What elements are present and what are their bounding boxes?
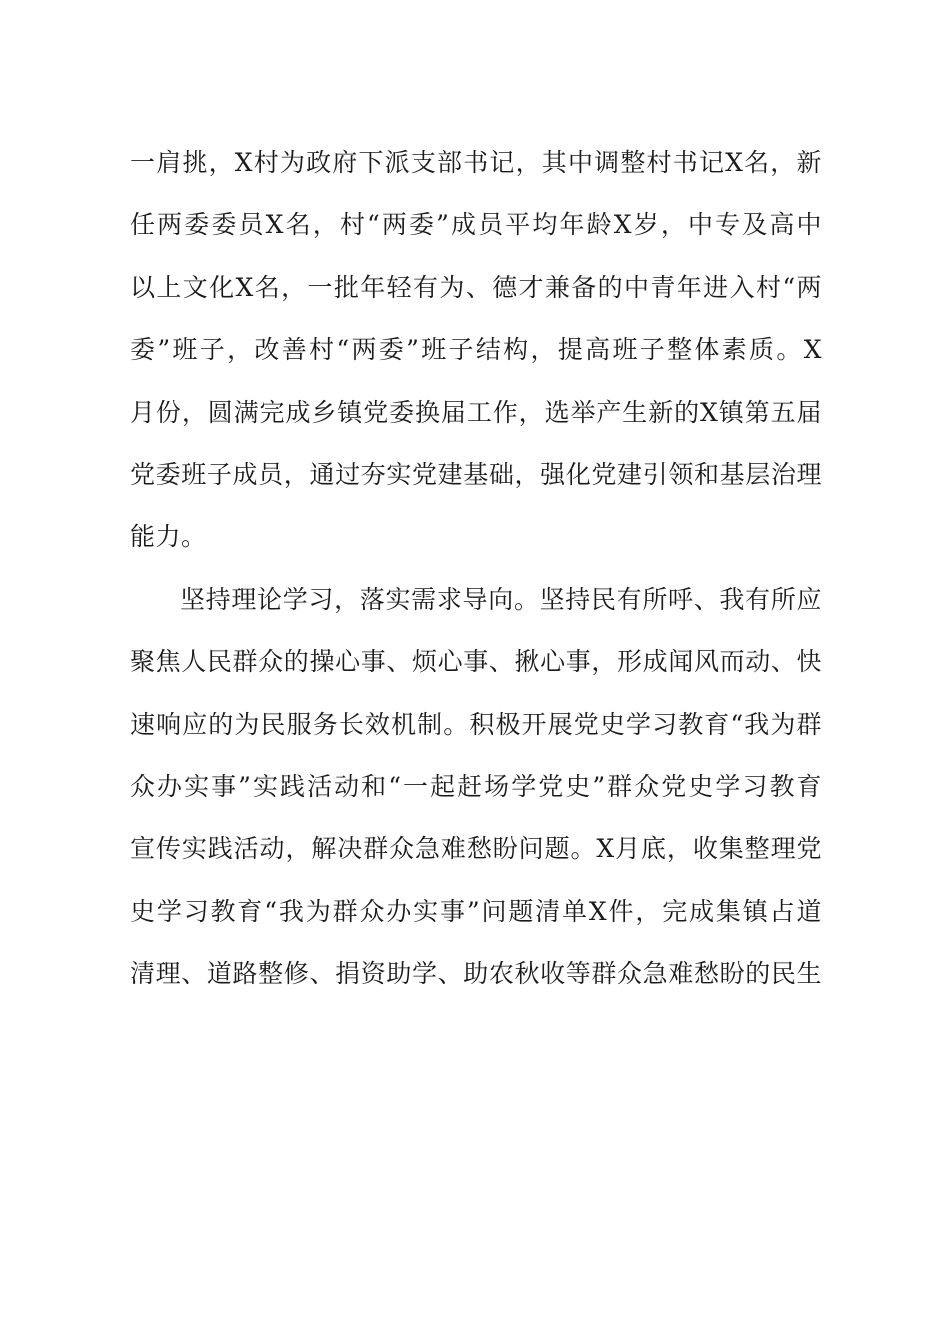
text-line: 清理、道路整修、捐资助学、助农秋收等群众急难愁盼的民生: [130, 959, 822, 989]
document-body: [130, 138, 822, 1011]
text-line: 以上文化X名，一批年轻有为、德才兼备的中青年进入村“两: [130, 272, 822, 302]
paragraph-1: [130, 138, 822, 575]
text-line: 委”班子，改善村“两委”班子结构，提高班子整体素质。X: [130, 335, 822, 365]
text-line: 党委班子成员，通过夯实党建基础，强化党建引领和基层治理: [130, 459, 822, 489]
text-line: 宣传实践活动，解决群众急难愁盼问题。X月底，收集整理党: [130, 834, 822, 864]
paragraph-2: [130, 575, 822, 1012]
text-line: 坚持理论学习，落实需求导向。坚持民有所呼、我有所应: [180, 584, 822, 614]
text-line: 众办实事”实践活动和“一起赶场学党史”群众党史学习教育: [130, 771, 822, 801]
text-line: 任两委委员X名，村“两委”成员平均年龄X岁，中专及高中: [130, 210, 822, 240]
text-line: 聚焦人民群众的操心事、烦心事、揪心事，形成闻风而动、快: [130, 647, 822, 677]
text-line: 速响应的为民服务长效机制。积极开展党史学习教育“我为群: [130, 709, 822, 739]
text-line: 月份，圆满完成乡镇党委换届工作，选举产生新的X镇第五届: [130, 397, 822, 427]
text-line: 史学习教育“我为群众办实事”问题清单X件，完成集镇占道: [130, 896, 822, 926]
text-line: 能力。: [130, 522, 207, 552]
text-line: 一肩挑，X村为政府下派支部书记，其中调整村书记X名，新: [130, 148, 822, 177]
